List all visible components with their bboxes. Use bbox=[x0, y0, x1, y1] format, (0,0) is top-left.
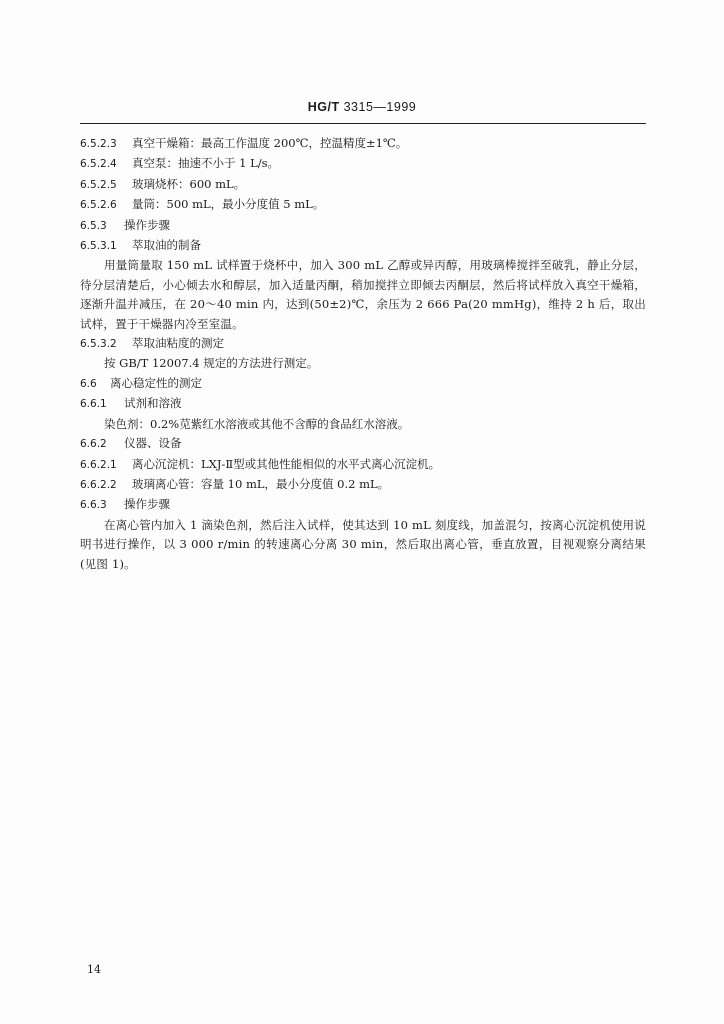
section-6-5-2-3 bbox=[80, 134, 646, 154]
section-6-6-3 bbox=[80, 495, 646, 515]
section-6-6-2-2 bbox=[80, 475, 646, 495]
section-heading: 操作步骤 bbox=[124, 497, 170, 512]
section-number: 6.5.2.5 bbox=[80, 178, 117, 191]
section-6-5-2-6 bbox=[80, 195, 646, 215]
section-text: 真空泵：抽速不小于 1 L/s。 bbox=[132, 156, 280, 171]
header-rule bbox=[80, 123, 646, 124]
section-number: 6.5.3.1 bbox=[80, 240, 117, 253]
section-6-5-3-1 bbox=[80, 236, 646, 256]
section-6-5-2-5 bbox=[80, 175, 646, 195]
section-number: 6.6.3 bbox=[80, 499, 107, 512]
document-body bbox=[80, 134, 646, 574]
section-number: 6.6.1 bbox=[80, 398, 107, 411]
section-number: 6.5.2.3 bbox=[80, 138, 117, 150]
section-number: 6.5.3.2 bbox=[80, 338, 117, 351]
section-6-6-2 bbox=[80, 434, 646, 454]
section-text: 真空干燥箱：最高工作温度 200℃，控温精度±1℃。 bbox=[132, 136, 408, 150]
page-header bbox=[0, 100, 724, 114]
page-number: 14 bbox=[87, 963, 101, 976]
paragraph-6-5-3-1: 用量筒量取 150 mL 试样置于烧杯中，加入 300 mL 乙醇或异丙醇，用玻璃棒搅拌至破乳，静止分层，待分层清楚后，小心倾去水和醇层，加入适量丙酮，稍加搅拌立即倾去丙酮层，然后将试样放入真空干燥箱，逐渐升温并减压，在 20～40 min 内，达到(50±2)℃，余压为 2 666 Pa(20 mmHg)，维持 2 h 后，取出试样，置于干燥器内冷至室温。 bbox=[80, 258, 646, 331]
section-heading: 操作步骤 bbox=[124, 217, 170, 232]
section-number: 6.6.2 bbox=[80, 438, 107, 451]
standard-number: 3315—1999 bbox=[343, 100, 417, 114]
section-heading: 试剂和溶液 bbox=[124, 396, 182, 411]
section-text: 离心沉淀机：LXJ-Ⅱ型或其他性能相似的水平式离心沉淀机。 bbox=[132, 456, 441, 471]
section-heading: 仪器、设备 bbox=[124, 436, 182, 451]
section-heading: 萃取油的制备 bbox=[132, 238, 201, 253]
section-number: 6.5.3 bbox=[80, 219, 107, 232]
section-number: 6.6.2.2 bbox=[80, 478, 117, 491]
section-heading: 萃取油粘度的测定 bbox=[132, 336, 224, 351]
section-6-6-2-1 bbox=[80, 455, 646, 475]
section-6-6-1 bbox=[80, 394, 646, 414]
section-6-5-3-2 bbox=[80, 334, 646, 354]
section-6-5-2-4 bbox=[80, 154, 646, 174]
section-heading: 离心稳定性的测定 bbox=[110, 375, 202, 390]
paragraph-6-6-1: 染色剂：0.2%苋紫红水溶液或其他不含醇的食品红水溶液。 bbox=[104, 416, 410, 431]
section-number: 6.6.2.1 bbox=[80, 458, 117, 471]
standard-code: HG/T bbox=[307, 100, 340, 114]
paragraph-6-6-3: 在离心管内加入 1 滴染色剂，然后注入试样，使其达到 10 mL 刻度线，加盖混匀，按离心沉淀机使用说明书进行操作，以 3 000 r/min 的转速离心分离 30 min，然后取出离心管，垂直放置，目视观察分离结果(见图 1)。 bbox=[80, 517, 646, 571]
section-6-6 bbox=[80, 374, 646, 394]
section-text: 玻璃烧杯：600 mL。 bbox=[132, 176, 246, 191]
section-number: 6.5.2.6 bbox=[80, 199, 117, 212]
section-number: 6.6 bbox=[80, 377, 97, 390]
paragraph-6-5-3-2: 按 GB/T 12007.4 规定的方法进行测定。 bbox=[104, 356, 319, 371]
section-number: 6.5.2.4 bbox=[80, 158, 117, 171]
section-text: 玻璃离心管：容量 10 mL，最小分度值 0.2 mL。 bbox=[132, 476, 390, 491]
section-text: 量筒：500 mL，最小分度值 5 mL。 bbox=[132, 197, 325, 212]
section-6-5-3 bbox=[80, 216, 646, 236]
